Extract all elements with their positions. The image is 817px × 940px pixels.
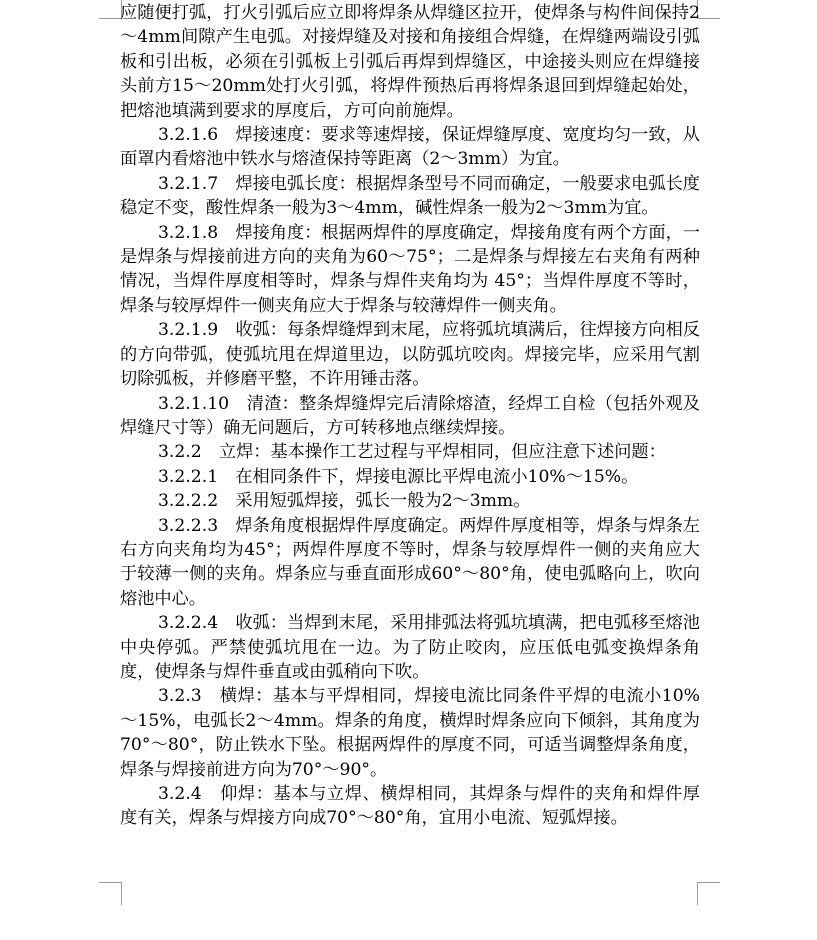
paragraph: 3.2.2.3 焊条角度根据焊件厚度确定。两焊件厚度相等，焊条与焊条左右方向夹角均为45°；两焊件厚度不等时，焊条与较厚焊件一侧的夹角应大于较薄一侧的夹角。焊条应与垂直面形成60°～80°角，使电弧略向上，吹向熔池中心。 bbox=[120, 515, 700, 609]
paragraph: 3.2.2.4 收弧：当焊到末尾，采用排弧法将弧坑填满，把电弧移至熔池中央停弧。严禁使弧坑甩在一边。为了防止咬肉，应压低电弧变换焊条角度，使焊条与焊件垂直或由弧稍向下吹。 bbox=[120, 613, 700, 682]
paragraph: 应随便打弧，打火引弧后应立即将焊条从焊缝区拉开，使焊条与构件间保持2～4mm间隙产生电弧。对接焊缝及对接和角接组合焊缝，在焊缝两端设引弧板和引出板，必须在引弧板上引弧后再焊到焊缝区，中途接头则应在焊缝接头前方15～20mm处打火引弧，将焊件预热后再将焊条退回到焊缝起始处，把熔池填满到要求的厚度后，方可向前施焊。 bbox=[120, 3, 700, 121]
paragraph: 3.2.1.7 焊接电弧长度：根据焊条型号不同而确定，一般要求电弧长度稳定不变，酸性焊条一般为3～4mm，碱性焊条一般为2～3mm为宜。 bbox=[120, 173, 700, 219]
crop-mark-top-left bbox=[99, 0, 122, 19]
paragraph: 3.2.4 仰焊：基本与立焊、横焊相同，其焊条与焊件的夹角和焊件厚度有关，焊条与焊接方向成70°～80°角，宜用小电流、短弧焊接。 bbox=[120, 784, 700, 829]
paragraph: 3.2.1.6 焊接速度：要求等速焊接，保证焊缝厚度、宽度均匀一致，从面罩内看熔池中铁水与熔渣保持等距离（2～3mm）为宜。 bbox=[120, 125, 700, 170]
document-body bbox=[120, 1, 700, 831]
paragraph: 3.2.1.10 清渣：整条焊缝焊完后清除熔渣，经焊工自检（包括外观及焊缝尺寸等）确无问题后，方可转移地点继续焊接。 bbox=[120, 393, 700, 438]
crop-mark-bottom-left bbox=[99, 882, 122, 905]
paragraph: 3.2.2 立焊：基本操作工艺过程与平焊相同，但应注意下述问题： bbox=[158, 442, 666, 463]
paragraph: 3.2.2.1 在相同条件下，焊接电源比平焊电流小10%～15%。 bbox=[158, 466, 639, 487]
crop-mark-bottom-right bbox=[697, 882, 720, 905]
paragraph: 3.2.1.9 收弧：每条焊缝焊到末尾，应将弧坑填满后，往焊接方向相反的方向带弧，使弧坑甩在焊道里边，以防弧坑咬肉。焊接完毕，应采用气割切除弧板，并修磨平整，不许用锤击落。 bbox=[120, 320, 700, 390]
crop-mark-top-right bbox=[697, 0, 720, 19]
paragraph: 3.2.3 横焊：基本与平焊相同，焊接电流比同条件平焊的电流小10%～15%，电弧长2～4mm。焊条的角度，横焊时焊条应向下倾斜，其角度为70°～80°，防止铁水下坠。根据两焊件的厚度不同，可适当调整焊条角度，焊条与焊接前进方向为70°～90°。 bbox=[120, 686, 700, 780]
paragraph: 3.2.1.8 焊接角度：根据两焊件的厚度确定，焊接角度有两个方面，一是焊条与焊接前进方向的夹角为60～75°；二是焊条与焊接左右夹角有两种情况，当焊件厚度相等时，焊条与焊件夹角均为 45°；当焊件厚度不等时，焊条与较厚焊件一侧夹角应大于焊条与较薄焊件一侧夹角。 bbox=[120, 222, 700, 316]
paragraph: 3.2.2.2 采用短弧焊接，弧长一般为2～3mm。 bbox=[158, 491, 531, 512]
